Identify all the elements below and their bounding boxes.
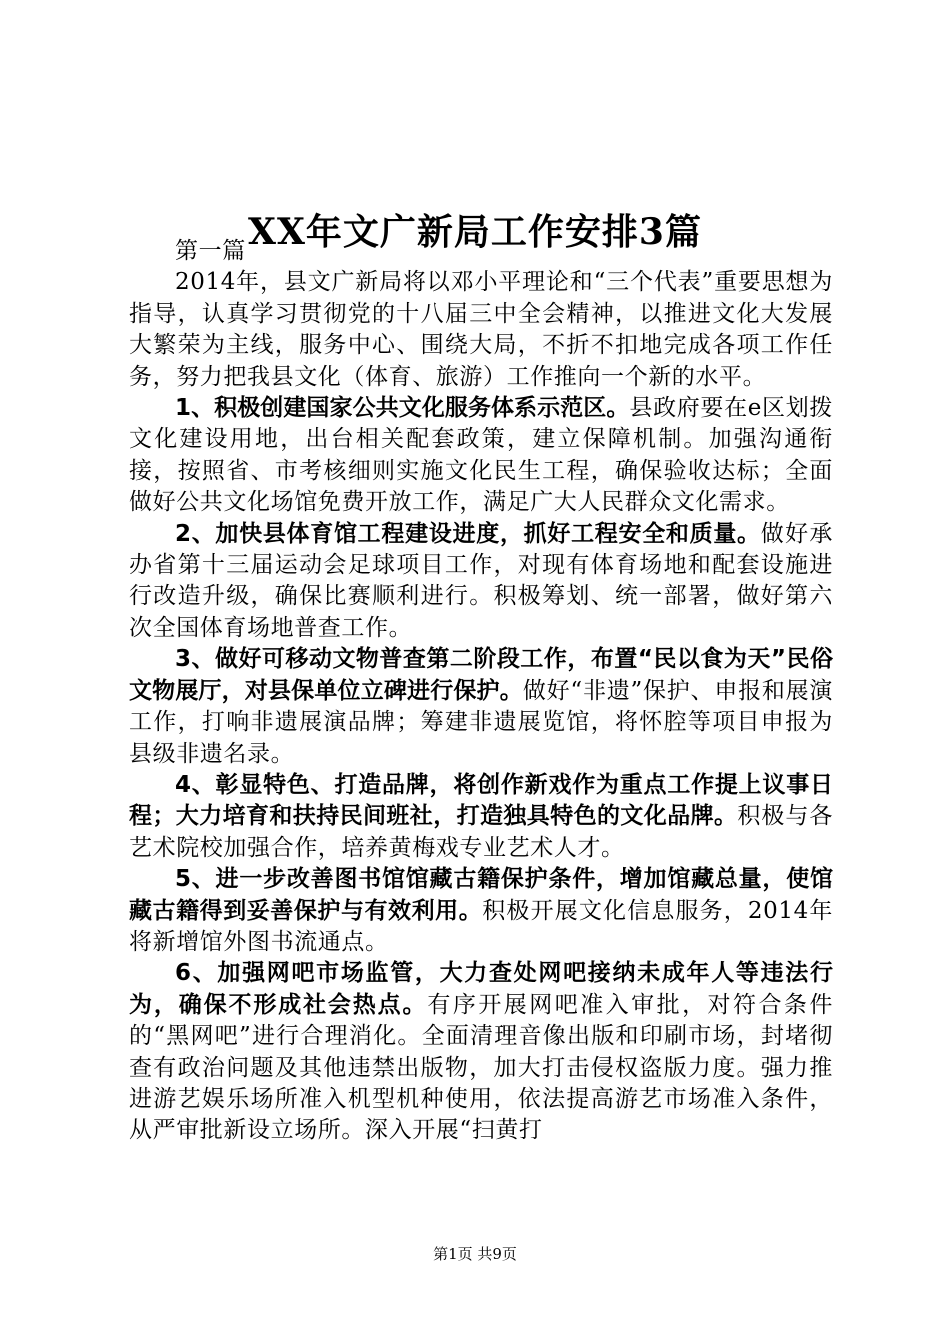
item-lead: 4、彰显特色、打造品牌，将创作新戏作为重点工作提上议事日程；大力培育和扶持民间班社，打造独具特色的文化品牌。	[129, 771, 833, 830]
document-title: XX年文广新局工作安排3篇	[248, 211, 702, 254]
item-paragraph-3	[129, 644, 833, 770]
item-paragraph-4	[129, 770, 833, 864]
item-paragraph-6	[129, 958, 833, 1146]
document-body	[129, 236, 833, 1147]
item-lead: 1、积极创建国家公共文化服务体系示范区。	[175, 395, 630, 422]
item-body: 积极开展文化信息服务，2014年将新增馆外图书流通点。	[129, 897, 834, 955]
item-body: 做好承办省第十三届运动会足球项目工作，对现有体育场地和配套设施进行改造升级，确保比赛顺利进行。积极筹划、统一部署，做好第六次全国体育场地普查工作。	[129, 520, 833, 641]
item-paragraph-2	[129, 519, 833, 645]
section-heading: 第一篇	[175, 238, 246, 264]
item-lead: 3、做好可移动文物普查第二阶段工作，布置“民以食为天”民俗文物展厅，对县保单位立碑进行保护。	[129, 646, 833, 704]
item-paragraph-1	[129, 393, 833, 519]
item-body: 县政府要在e区划拨文化建设用地，出台相关配套政策，建立保障机制。加强沟通衔接，按照省、市考核细则实施文化民生工程，确保验收达标；全面做好公共文化场馆免费开放工作，满足广大人民群众文化需求。	[129, 395, 833, 516]
item-body: 有序开展网吧准入审批，对符合条件的“黑网吧”进行合理消化。全面清理音像出版和印刷市场，封堵彻查有政治问题及其他违禁出版物，加大打击侵权盗版力度。强力推进游艺娱乐场所准入机型机种使用，依法提高游艺市场准入条件，从严审批新设立场所。深入开展“扫黄打	[129, 991, 834, 1144]
page-number-footer: 第1页 共9页	[433, 1245, 517, 1263]
item-lead: 5、进一步改善图书馆馆藏古籍保护条件，增加馆藏总量，使馆藏古籍得到妥善保护与有效利用。	[129, 866, 833, 924]
item-lead: 2、加快县体育馆工程建设进度，抓好工程安全和质量。	[175, 520, 761, 547]
item-lead: 6、加强网吧市场监管，大力查处网吧接纳未成年人等违法行为，确保不形成社会热点。	[129, 960, 833, 1018]
item-paragraph-5	[129, 864, 833, 958]
item-body: 做好“非遗”保护、申报和展演工作，打响非遗展演品牌；筹建非遗展览馆，将怀腔等项目申报为县级非遗名录。	[129, 677, 834, 767]
item-body: 积极与各艺术院校加强合作，培养黄梅戏专业艺术人才。	[129, 803, 834, 861]
intro-paragraph: 2014年，县文广新局将以邓小平理论和“三个代表”重要思想为指导，认真学习贯彻党的十八届三中全会精神，以推进文化大发展大繁荣为主线，服务中心、围绕大局，不折不扣地完成各项工作任务，努力把我县文化（体育、旅游）工作推向一个新的水平。	[129, 269, 833, 390]
